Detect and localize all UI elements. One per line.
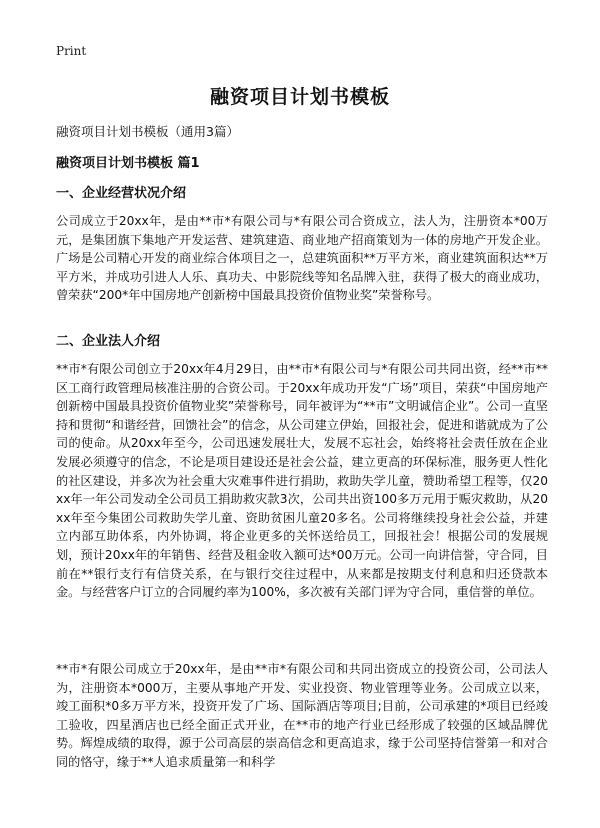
paragraph-business-status: 公司成立于20xx年，是由**市*有限公司与*有限公司合资成立，法人为，注册资本*00万元，是集团旗下集地产开发运营、建筑建造、商业地产招商策划为一体的房地产开发企业。广场是公司精心开发的商业综合体项目之一，总建筑面积**万平方米，商业建筑面积达**万平方米，并成功引进人人乐、真功夫、中影院线等知名品牌入驻，获得了极大的商业成功，曾荣获“200*年中国房地产创新榜中国最具投资价值物业奖”荣誉称号。 [56, 214, 548, 303]
document-title: 融资项目计划书模板 [209, 86, 390, 108]
article-heading: 融资项目计划书模板 篇1 [56, 156, 200, 171]
section-heading-business-status: 一、企业经营状况介绍 [56, 186, 187, 201]
paragraph-legal-person-1: **市*有限公司创立于20xx年4月29日，由**市*有限公司与*有限公司共同出资，经**市**区工商行政管理局核准注册的合资公司。于20xx年成功开发“广场”项目，荣获“中国房地产创新榜中国最具投资价值物业奖”荣誉称号，同年被评为“**市”文明诚信企业”。公司一直坚持和贯彻“和谐经营，回馈社会”的信念，从公司建立伊始，回报社会，促进和谐就成为了公司的使命。从20xx年至今，公司迅速发展壮大，发展不忘社会，始终将社会责任放在企业发展必须遵守的信念，不论是项目建设还是社会公益，建立更高的环保标准，服务更人性化的社区建设，并多次为社会重大灾难事件进行捐助，救助失学儿童，赞助希望工程等，仅20xx年一年公司发动全公司员工捐助救灾款3次，公司共出资100多万元用于赈灾救助，从20xx年至今集团公司救助失学儿童、资助贫困儿童20多名。公司将继续投身社会公益，并建立内部互助体系，内外协调，将企业更多的关怀送给员工，回报社会！根据公司的发展规划，预计20xx年的年销售、经营及租金收入额可达*00万元。公司一向讲信誉，守合同，目前在**银行支行有信贷关系，在与银行交往过程中，从来都是按期支付利息和归还贷款本金。与经营客户订立的合同履约率为100%，多次被有关部门评为守合同，重信誉的单位。 [56, 362, 548, 600]
document-subtitle: 融资项目计划书模板（通用3篇） [56, 124, 239, 139]
print-link[interactable]: Print [56, 44, 87, 58]
paragraph-legal-person-2: **市*有限公司成立于20xx年，是由**市*有限公司和共同出资成立的投资公司，公司法人为，注册资本*000万，主要从事地产开发、实业投资、物业管理等业务。公司成立以来，竣工面积*0多万平方米，投资开发了广场、国际酒店等项目;目前，公司承建的*项目已经竣工验收，四星酒店也已经全面正式开业，在**市的地产行业已经形成了较强的区域品牌优势。辉煌成绩的取得，源于公司高层的崇高信念和更高追求，缘于公司坚持信誉第一和对合同的恪守，缘于**人追求质量第一和科学 [56, 662, 548, 769]
section-heading-legal-person: 二、企业法人介绍 [56, 334, 161, 349]
